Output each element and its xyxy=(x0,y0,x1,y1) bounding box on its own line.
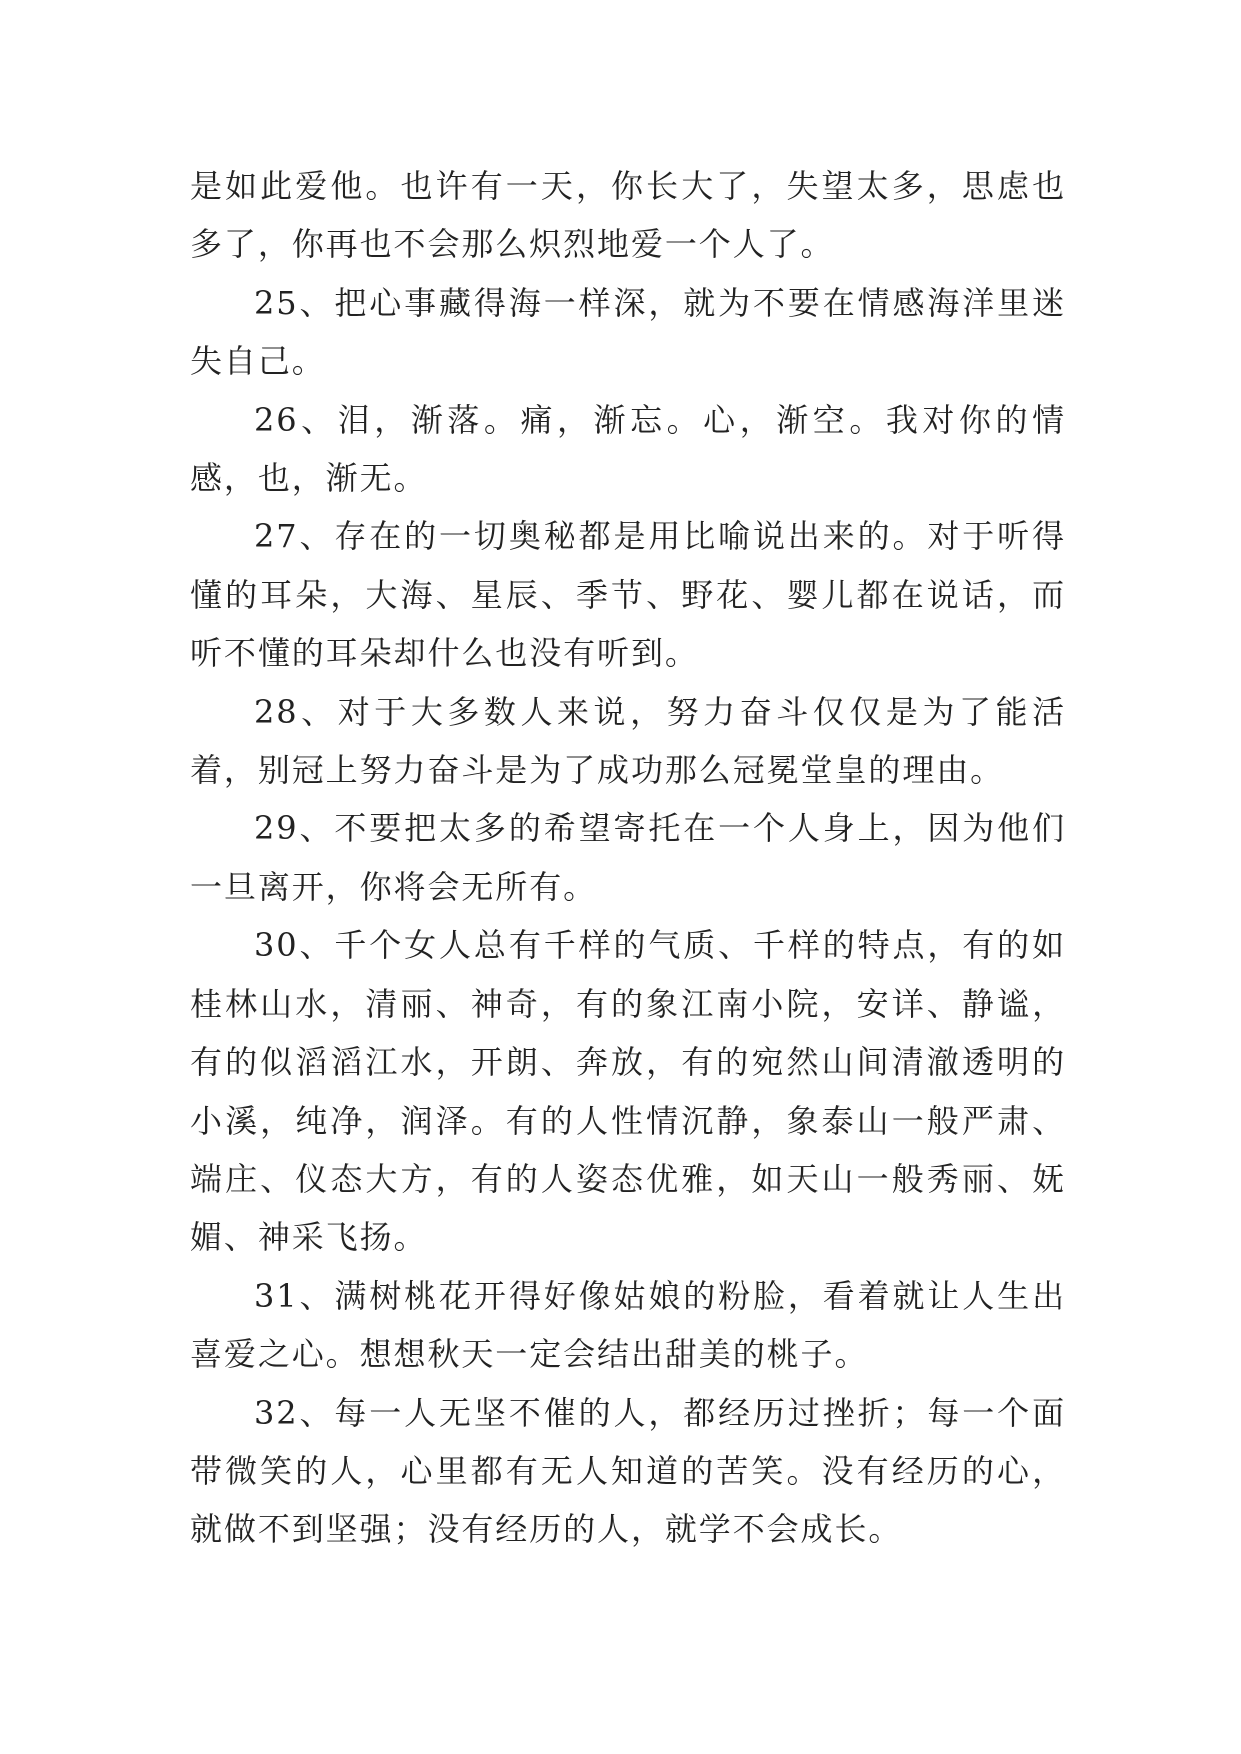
paragraph-27: 27、存在的一切奥秘都是用比喻说出来的。对于听得懂的耳朵，大海、星辰、季节、野花、婴儿都在说话，而听不懂的耳朵却什么也没有听到。 xyxy=(190,517,1066,673)
paragraph-32: 32、每一人无坚不催的人，都经历过挫折；每一个面带微笑的人，心里都有无人知道的苦笑。没有经历的心，就做不到坚强；没有经历的人，就学不会成长。 xyxy=(190,1393,1066,1549)
paragraph-31: 31、满树桃花开得好像姑娘的粉脸，看着就让人生出喜爱之心。想想秋天一定会结出甜美的桃子。 xyxy=(190,1276,1066,1374)
paragraph-28: 28、对于大多数人来说，努力奋斗仅仅是为了能活着，别冠上努力奋斗是为了成功那么冠冕堂皇的理由。 xyxy=(190,692,1066,790)
paragraph-26: 26、泪，渐落。痛，渐忘。心，渐空。我对你的情感，也，渐无。 xyxy=(190,400,1066,498)
paragraph-30: 30、千个女人总有千样的气质、千样的特点，有的如桂林山水，清丽、神奇，有的象江南小院，安详、静谧，有的似滔滔江水，开朗、奔放，有的宛然山间清澈透明的小溪，纯净，润泽。有的人性情沉静，象泰山一般严肃、端庄、仪态大方，有的人姿态优雅，如天山一般秀丽、妩媚、神采飞扬。 xyxy=(190,926,1066,1257)
document-page xyxy=(190,157,1066,1559)
paragraph-25: 25、把心事藏得海一样深，就为不要在情感海洋里迷失自己。 xyxy=(190,283,1066,381)
paragraph-continuation: 是如此爱他。也许有一天，你长大了，失望太多，思虑也多了，你再也不会那么炽烈地爱一个人了。 xyxy=(190,167,1066,264)
paragraph-29: 29、不要把太多的希望寄托在一个人身上，因为他们一旦离开，你将会无所有。 xyxy=(190,809,1066,906)
